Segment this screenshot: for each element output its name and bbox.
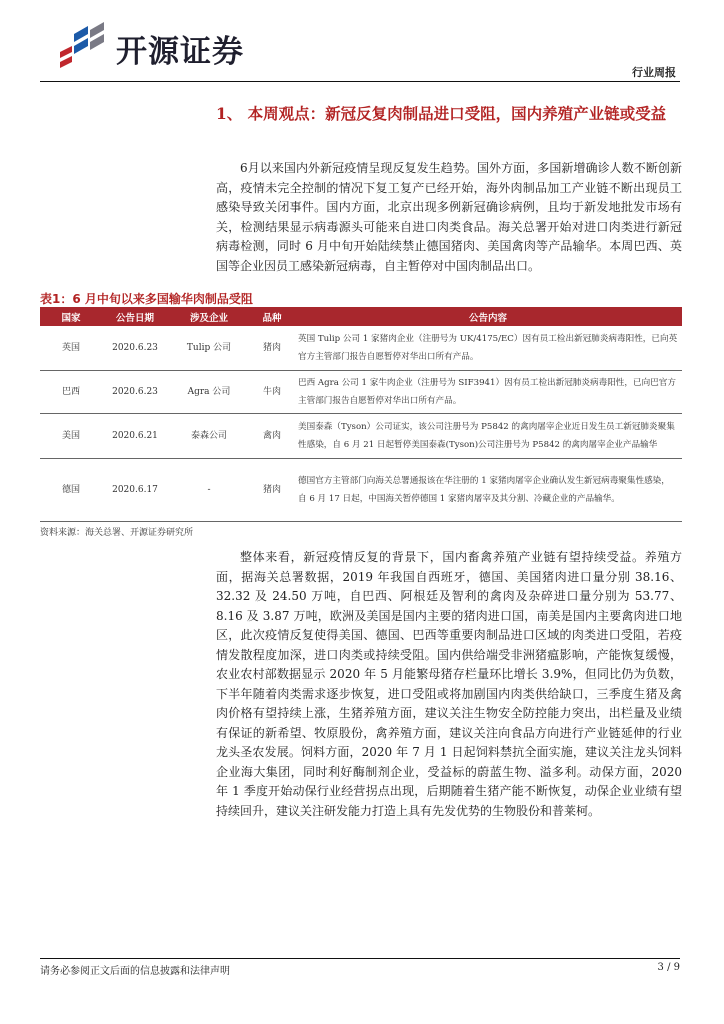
table-row bbox=[40, 371, 682, 414]
cell-content: 英国 Tulip 公司 1 家猪肉企业（注册号为 UK/4175/EC）因有员工检出新冠肺炎病毒阳性，已向英官方主管部门报告自愿暂停对华出口所有产品。 bbox=[294, 326, 682, 371]
cell-product: 猪肉 bbox=[250, 459, 294, 522]
table-title: 表1：6 月中旬以来多国输华肉制品受阻 bbox=[40, 292, 253, 306]
cell-date: 2020.6.21 bbox=[102, 414, 168, 459]
cell-country: 巴西 bbox=[40, 371, 102, 414]
cell-product: 猪肉 bbox=[250, 326, 294, 371]
cell-country: 德国 bbox=[40, 459, 102, 522]
cell-country: 美国 bbox=[40, 414, 102, 459]
table-row bbox=[40, 459, 682, 522]
header-divider bbox=[40, 81, 680, 82]
header-company: 涉及企业 bbox=[168, 307, 250, 326]
section-heading: 1、 本周观点：新冠反复肉制品进口受阻，国内养殖产业链或受益 bbox=[216, 104, 667, 123]
header-date: 公告日期 bbox=[102, 307, 168, 326]
header-product: 品种 bbox=[250, 307, 294, 326]
table-row bbox=[40, 326, 682, 371]
header-country: 国家 bbox=[40, 307, 102, 326]
cell-date: 2020.6.23 bbox=[102, 326, 168, 371]
table-source: 资料来源：海关总署、开源证券研究所 bbox=[40, 528, 194, 538]
cell-company: - bbox=[168, 459, 250, 522]
page-number: 3 / 9 bbox=[657, 962, 680, 973]
table-row bbox=[40, 414, 682, 459]
cell-company: 泰森公司 bbox=[168, 414, 250, 459]
cell-content: 巴西 Agra 公司 1 家牛肉企业（注册号为 SIF3941）因有员工检出新冠肺炎病毒阳性，已向巴官方主管部门报告自愿暂停对华出口所有产品。 bbox=[294, 371, 682, 414]
header-content: 公告内容 bbox=[294, 307, 682, 326]
cell-date: 2020.6.23 bbox=[102, 371, 168, 414]
cell-content: 德国官方主管部门向海关总署通报该在华注册的 1 家猪肉屠宰企业确认发生新冠病毒聚集性感染，自 6 月 17 日起，中国海关暂停德国 1 家猪肉屠宰及其分割、冷藏企业的产品输华。 bbox=[294, 459, 682, 522]
paragraph-analysis: 整体来看，新冠疫情反复的背景下，国内畜禽养殖产业链有望持续受益。养殖方面，据海关总署数据，2019 年我国自西班牙，德国、美国猪肉进口量分别 38.16、32.32 及 24.50 万吨，自巴西、阿根廷及智利的禽肉及杂碎进口量分别为 53.77、8.16 及 3.87 万吨，欧洲及美国是国内主要的猪肉进口国，南美是国内主要禽肉进口地区，此次疫情反复使得美国、德国、巴西等重要肉制品进口区域的肉类进口受阻，若疫情发散程度加深，进口肉类或持续受阻。国内供给端受非洲猪瘟影响，产能恢复缓慢，农业农村部数据显示 2020 年 5 月能繁母猪存栏量环比增长 3.9%，但同比仍为负数，下半年随着肉类需求逐步恢复，进口受阻或将加剧国内肉类供给缺口，三季度生猪及禽肉价格有望持续上涨，生猪养殖方面，建议关注生物安全防控能力突出，出栏量及业绩有保证的新希望、牧原股份，禽养殖方面，建议关注向食品方向进行产业链延伸的行业龙头圣农发展。饲料方面，2020 年 7 月 1 日起饲料禁抗全面实施，建议关注龙头饲料企业海大集团，同时利好酶制剂企业，受益标的蔚蓝生物、溢多利。动保方面，2020 年 1 季度开始动保行业经营拐点出现，后期随着生猪产能不断恢复，动保企业业绩有望持续回升，建议关注研发能力打造上具有先发优势的生物股份和普莱柯。 bbox=[216, 550, 682, 818]
cell-company: Tulip 公司 bbox=[168, 326, 250, 371]
cell-company: Agra 公司 bbox=[168, 371, 250, 414]
cell-product: 牛肉 bbox=[250, 371, 294, 414]
logo-mark-icon bbox=[58, 22, 110, 68]
cell-product: 禽肉 bbox=[250, 414, 294, 459]
cell-content: 美国泰森（Tyson）公司证实，该公司注册号为 P5842 的禽肉屠宰企业近日发生员工新冠肺炎聚集性感染，自 6 月 21 日起暂停美国泰森(Tyson)公司注册号为 P5842 的禽肉屠宰企业产品输华 bbox=[294, 414, 682, 459]
table-header-row bbox=[40, 307, 682, 326]
logo-text: 开源证券 bbox=[116, 34, 244, 70]
report-type-label: 行业周报 bbox=[632, 66, 676, 79]
paragraph-intro: 6月以来国内外新冠疫情呈现反复发生趋势。国外方面，多国新增确诊人数不断创新高，疫情未完全控制的情况下复工复产已经开始，海外肉制品加工产业链不断出现员工感染导致关闭事件。国内方面，北京出现多例新冠确诊病例，且均于新发地批发市场有关，检测结果显示病毒源头可能来自进口肉类食品。海关总署开始对进口肉类进行新冠病毒检测，同时 6 月中旬开始陆续禁止德国猪肉、美国禽肉等产品输华。本周巴西、英国等企业因员工感染新冠病毒，自主暂停对中国肉制品出口。 bbox=[216, 161, 682, 273]
company-logo bbox=[58, 22, 278, 68]
footer-disclaimer: 请务必参阅正文后面的信息披露和法律声明 bbox=[40, 966, 230, 977]
import-block-table bbox=[40, 307, 682, 522]
cell-date: 2020.6.17 bbox=[102, 459, 168, 522]
footer-divider bbox=[40, 958, 680, 959]
cell-country: 英国 bbox=[40, 326, 102, 371]
